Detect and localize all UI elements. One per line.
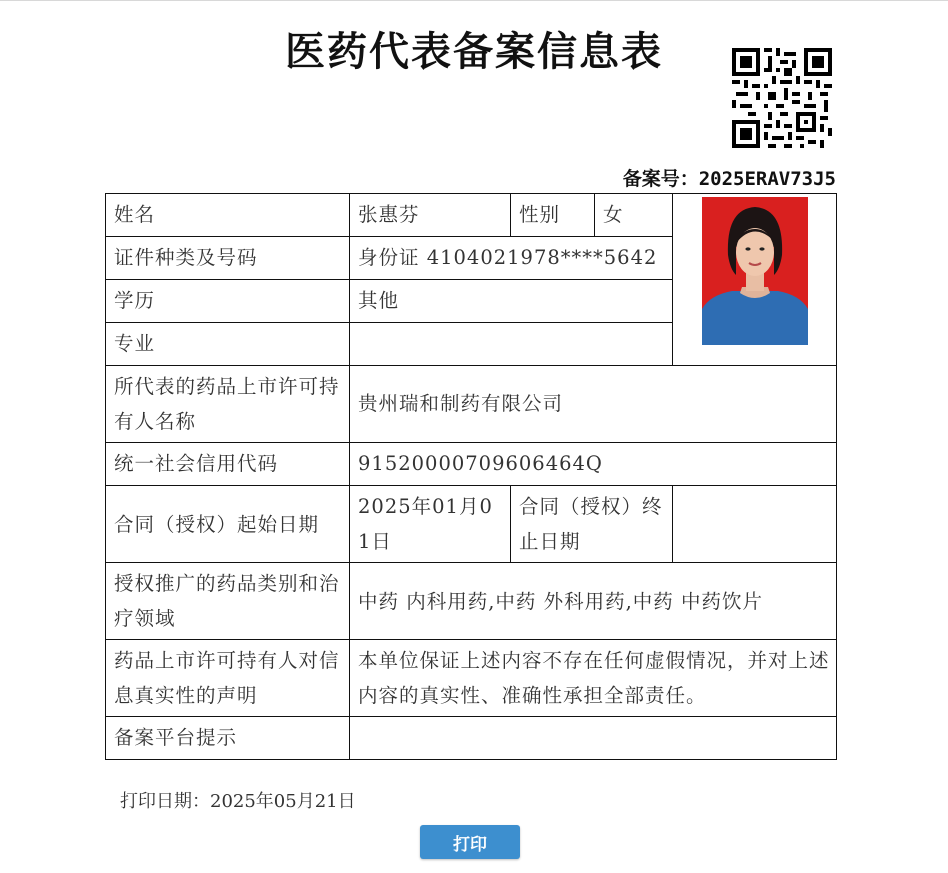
credit-code-value: 91520000709606464Q [350,443,837,486]
print-date: 打印日期：2025年05月21日 [120,791,356,812]
filing-info-table [105,193,837,760]
major-label: 专业 [106,323,350,366]
print-button[interactable]: 打印 [420,825,520,859]
top-divider [0,0,948,1]
table-row [106,563,837,640]
statement-label: 药品上市许可持有人对信息真实性的声明 [106,640,350,717]
contract-start-value: 2025年01月01日 [350,486,511,563]
contract-end-value [673,486,837,563]
name-value: 张惠芬 [350,194,511,237]
platform-tip-value [350,717,837,760]
id-value: 身份证 4104021978****5642 [350,237,673,280]
name-label: 姓名 [106,194,350,237]
table-row [106,640,837,717]
record-number-label: 备案号： [622,168,699,190]
record-number [623,164,836,191]
holder-value: 贵州瑞和制药有限公司 [350,366,837,443]
qr-code-icon [732,48,832,148]
gender-value: 女 [595,194,673,237]
categories-label: 授权推广的药品类别和治疗领域 [106,563,350,640]
table-row [106,486,837,563]
gender-label: 性别 [511,194,595,237]
holder-label: 所代表的药品上市许可持有人名称 [106,366,350,443]
table-row [106,194,837,237]
table-row [106,366,837,443]
photo-cell [673,194,837,366]
record-number-value: 2025ERAV73J5 [698,168,836,190]
table-row [106,443,837,486]
table-row [106,717,837,760]
education-value: 其他 [350,280,673,323]
education-label: 学历 [106,280,350,323]
page-title: 医药代表备案信息表 [285,28,663,75]
contract-end-label: 合同（授权）终止日期 [511,486,673,563]
major-value [350,323,673,366]
credit-code-label: 统一社会信用代码 [106,443,350,486]
contract-start-label: 合同（授权）起始日期 [106,486,350,563]
id-label: 证件种类及号码 [106,237,350,280]
platform-tip-label: 备案平台提示 [106,717,350,760]
statement-value: 本单位保证上述内容不存在任何虚假情况，并对上述内容的真实性、准确性承担全部责任。 [350,640,837,717]
person-photo [702,197,808,345]
categories-value: 中药 内科用药,中药 外科用药,中药 中药饮片 [350,563,837,640]
